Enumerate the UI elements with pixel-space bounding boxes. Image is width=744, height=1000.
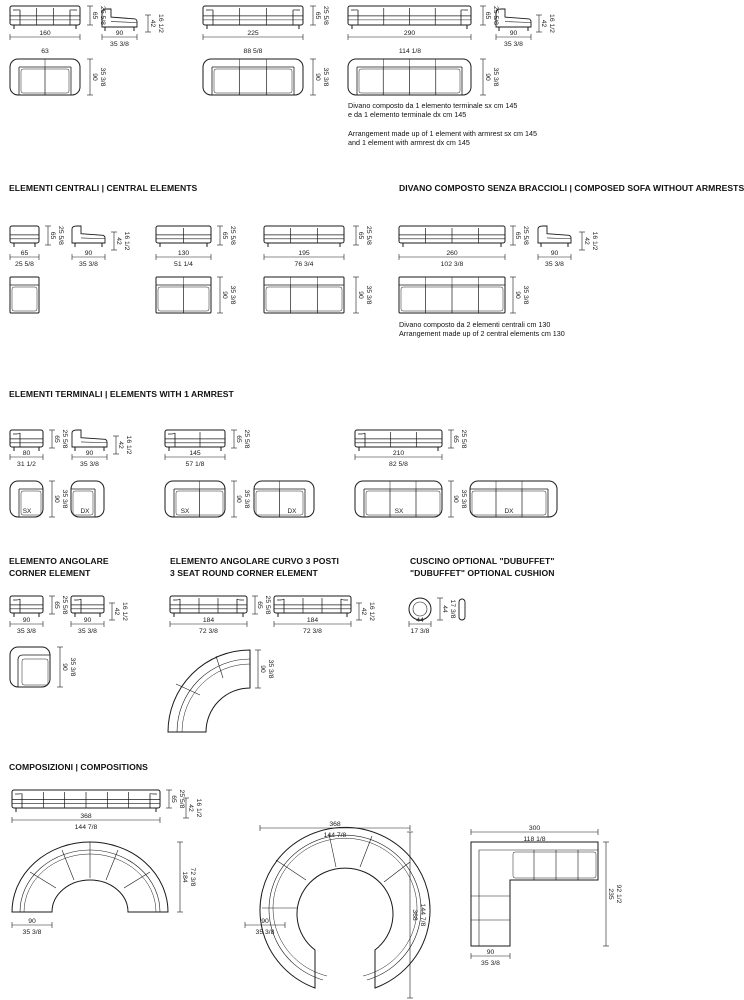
heading-round-corner-it: ELEMENTO ANGOLARE CURVO 3 POSTI bbox=[170, 556, 339, 566]
dim-d114: 114 1/8 bbox=[398, 48, 422, 55]
dim-inch: 17 3/8 bbox=[449, 599, 456, 619]
corner-front-view-2 bbox=[71, 596, 104, 617]
terminal-145-front-view bbox=[165, 430, 225, 451]
dim-cm: 42 bbox=[115, 237, 122, 245]
terminal-145-plan-dx bbox=[254, 481, 314, 517]
dim-cm: 368 bbox=[80, 813, 92, 820]
sofa-225-plan-view bbox=[203, 59, 303, 95]
dim-cm: 42 bbox=[149, 19, 156, 28]
dim-cm: 65 bbox=[256, 601, 263, 609]
dim-inch: 35 3/8 bbox=[229, 285, 236, 305]
round-corner-plan-view bbox=[168, 650, 250, 732]
dim-inch: 25 5/8 bbox=[243, 429, 250, 449]
dim-inch: 82 5/8 bbox=[389, 461, 408, 468]
dim-cm: 90 bbox=[61, 663, 68, 671]
central-195-front-view bbox=[264, 226, 344, 247]
dim-inch: 25 5/8 bbox=[61, 429, 68, 449]
sofa-225-front-view bbox=[203, 6, 303, 29]
dim-cm: 145 bbox=[189, 450, 201, 457]
dim-inch: 35 3/8 bbox=[78, 628, 97, 635]
composed-260-plan-view bbox=[399, 277, 505, 313]
round-corner-front-view-1 bbox=[170, 596, 247, 617]
dim-inch: 35 3/8 bbox=[17, 628, 36, 635]
dim-inch: 25 5/8 bbox=[15, 261, 34, 268]
dim-inch: 25 5/8 bbox=[229, 226, 236, 245]
dim-inch: 72 3/8 bbox=[189, 867, 196, 887]
dim-inch: 25 5/8 bbox=[322, 6, 329, 25]
corner-plan-view bbox=[10, 647, 50, 687]
dim-cm: 65 bbox=[235, 435, 242, 443]
sofa-side-view bbox=[72, 226, 105, 247]
dim-inch: 25 5/8 bbox=[460, 429, 467, 449]
composed-260-front-view bbox=[399, 226, 505, 247]
sofa-160-front-view bbox=[10, 6, 80, 29]
dim-cm: 42 bbox=[117, 441, 124, 449]
dim-cm: 225 bbox=[247, 30, 259, 37]
dim-cm: 65 bbox=[170, 795, 177, 803]
dim-cm: 184 bbox=[306, 617, 319, 624]
dim-d63: 63 bbox=[41, 48, 49, 55]
sofa-160-plan-view bbox=[10, 59, 80, 95]
dim-inch: 17 3/8 bbox=[410, 628, 430, 635]
dim-inch: 51 1/4 bbox=[174, 261, 193, 268]
dim-cm: 260 bbox=[446, 250, 458, 257]
composition-spiral-plan bbox=[260, 827, 430, 988]
dim-inch: 16 1/2 bbox=[591, 231, 598, 251]
sofa-side-view bbox=[72, 430, 107, 451]
dim-inch: 25 5/8 bbox=[522, 226, 529, 245]
dim-cm: 90 bbox=[85, 450, 94, 457]
note-top-it-2: e da 1 elemento terminale dx cm 145 bbox=[348, 110, 467, 119]
dim-inch: 16 1/2 bbox=[125, 435, 132, 455]
dim-inch: 35 3/8 bbox=[110, 41, 129, 48]
dim-cm: 42 bbox=[187, 804, 194, 812]
dim-inch: 25 5/8 bbox=[57, 226, 64, 245]
dim-inch: 35 3/8 bbox=[365, 285, 372, 305]
dim-inch: 35 3/8 bbox=[255, 929, 275, 936]
dim-inch: 35 3/8 bbox=[69, 657, 76, 677]
dim-cm: 290 bbox=[403, 30, 416, 37]
note-mid-it: Divano composto da 2 elementi centrali cm 130 bbox=[399, 320, 551, 329]
terminal-145-plan-sx bbox=[165, 481, 225, 517]
dim-cm: 184 bbox=[202, 617, 215, 624]
dim-inch: 16 1/2 bbox=[121, 602, 128, 621]
dim-cm: 90 bbox=[509, 30, 518, 37]
central-130-front-view bbox=[156, 226, 211, 247]
label-dx: DX bbox=[287, 508, 297, 515]
cushion-side-view bbox=[459, 599, 465, 620]
dim-inch: 57 1/8 bbox=[185, 461, 205, 468]
dim-d88: 88 5/8 bbox=[243, 48, 263, 55]
dim-cm: 90 bbox=[314, 73, 321, 81]
dim-cm: 65 bbox=[484, 11, 491, 20]
dim-cm: 90 bbox=[259, 665, 266, 673]
dim-inch: 35 3/8 bbox=[322, 67, 329, 87]
heading-cushion-en: "DUBUFFET" OPTIONAL CUSHION bbox=[410, 568, 555, 578]
central-130-plan-view bbox=[156, 277, 211, 313]
heading-central-elements: ELEMENTI CENTRALI | CENTRAL ELEMENTS bbox=[9, 183, 198, 193]
dim-inch: 35 3/8 bbox=[22, 929, 42, 936]
terminal-210-plan-dx bbox=[470, 481, 557, 517]
dim-inch: 144 7/8 bbox=[74, 824, 98, 831]
sofa-290-front-view bbox=[348, 6, 471, 29]
dim-inch: 16 1/2 bbox=[157, 14, 164, 33]
dim-inch: 35 3/8 bbox=[79, 261, 98, 268]
dim-inch: 35 3/8 bbox=[267, 659, 274, 679]
dim-cm: 90 bbox=[261, 918, 269, 925]
dim-inch: 35 3/8 bbox=[61, 489, 68, 509]
dim-inch: 16 1/2 bbox=[195, 798, 202, 818]
dim-cm: 80 bbox=[22, 450, 31, 457]
dim-cm: 90 bbox=[486, 949, 495, 956]
dim-inch: 16 1/2 bbox=[123, 231, 130, 251]
dim-inch: 31 1/2 bbox=[17, 461, 36, 468]
dim-inch: 102 3/8 bbox=[440, 261, 464, 268]
dim-cm: 90 bbox=[357, 291, 364, 299]
dim-inch: 118 1/8 bbox=[523, 836, 546, 843]
central-65-front-view bbox=[10, 226, 39, 247]
heading-compositions: COMPOSIZIONI | COMPOSITIONS bbox=[9, 762, 148, 772]
heading-corner-element-it: ELEMENTO ANGOLARE bbox=[9, 556, 109, 566]
note-top-it-1: Divano composto da 1 elemento terminale sx cm 145 bbox=[348, 101, 518, 110]
dim-cm: 44 bbox=[416, 617, 424, 624]
dim-cm: 65 bbox=[314, 11, 321, 20]
dim-inch: 72 3/8 bbox=[303, 628, 322, 635]
dim-cm: 90 bbox=[28, 918, 36, 925]
central-195-plan-view bbox=[264, 277, 344, 313]
dim-cm: 42 bbox=[360, 607, 367, 616]
dim-cm: 160 bbox=[39, 30, 51, 37]
dim-cm: 195 bbox=[298, 250, 310, 257]
dim-cm: 90 bbox=[235, 495, 242, 503]
dim-cm: 368 bbox=[411, 909, 418, 921]
dim-inch: 35 3/8 bbox=[243, 489, 250, 509]
dim-inch: 16 1/2 bbox=[368, 602, 375, 621]
composition-semicircle-plan bbox=[12, 842, 168, 912]
dim-cm: 90 bbox=[22, 617, 31, 624]
dim-cm: 42 bbox=[540, 19, 547, 28]
sofa-side-view bbox=[496, 9, 531, 31]
dim-cm: 90 bbox=[91, 73, 98, 81]
dim-inch: 35 3/8 bbox=[504, 41, 523, 48]
dim-cm: 42 bbox=[583, 237, 590, 245]
dim-cm: 90 bbox=[53, 495, 60, 503]
dim-inch: 35 3/8 bbox=[522, 285, 529, 305]
dim-inch: 25 5/8 bbox=[99, 6, 106, 25]
dim-inch: 92 1/2 bbox=[615, 884, 622, 904]
note-top-en-2: and 1 element with armrest dx cm 145 bbox=[348, 138, 470, 147]
label-sx: SX bbox=[22, 508, 32, 515]
dim-inch: 35 3/8 bbox=[545, 261, 564, 268]
dim-cm: 90 bbox=[514, 291, 521, 299]
dim-cm: 65 bbox=[49, 231, 56, 240]
terminal-80-front-view bbox=[10, 430, 43, 451]
dim-cm: 44 bbox=[441, 605, 448, 613]
dim-cm: 130 bbox=[177, 250, 190, 257]
dim-inch: 25 5/8 bbox=[178, 789, 185, 809]
dim-cm: 300 bbox=[528, 825, 541, 832]
dim-inch: 72 3/8 bbox=[199, 628, 218, 635]
sofa-side-view bbox=[538, 226, 571, 247]
dim-inch: 144 7/8 bbox=[419, 903, 426, 927]
dim-inch: 76 3/4 bbox=[294, 261, 314, 268]
heading-corner-element-en: CORNER ELEMENT bbox=[9, 568, 91, 578]
corner-front-view-1 bbox=[10, 596, 43, 617]
dim-inch: 35 3/8 bbox=[99, 67, 106, 87]
heading-round-corner-en: 3 SEAT ROUND CORNER ELEMENT bbox=[170, 568, 318, 578]
dim-inch: 144 7/8 bbox=[323, 832, 347, 839]
composition-l-shape-plan bbox=[471, 842, 598, 946]
dim-inch: 25 5/8 bbox=[61, 595, 68, 615]
round-corner-front-view-2 bbox=[274, 596, 351, 617]
dim-inch: 25 5/8 bbox=[264, 595, 271, 615]
dim-cm: 90 bbox=[84, 250, 93, 257]
dim-inch: 16 1/2 bbox=[548, 14, 555, 33]
label-dx: DX bbox=[80, 508, 90, 515]
dim-cm: 235 bbox=[607, 888, 614, 900]
composition-front-view bbox=[12, 790, 160, 812]
dim-cm: 65 bbox=[357, 231, 364, 240]
dim-cm: 65 bbox=[91, 11, 98, 20]
dim-inch: 35 3/8 bbox=[80, 461, 99, 468]
dim-inch: 35 3/8 bbox=[460, 489, 467, 509]
dim-cm: 65 bbox=[514, 231, 521, 240]
label-dx: DX bbox=[504, 508, 514, 515]
dim-cm: 42 bbox=[113, 607, 120, 616]
heading-cushion-it: CUSCINO OPTIONAL "DUBUFFET" bbox=[410, 556, 555, 566]
dim-cm: 184 bbox=[181, 871, 188, 883]
dim-inch: 25 5/8 bbox=[365, 226, 372, 245]
dim-cm: 90 bbox=[221, 291, 228, 299]
label-sx: SX bbox=[394, 508, 404, 515]
terminal-210-front-view bbox=[355, 430, 442, 451]
heading-terminal-elements: ELEMENTI TERMINALI | ELEMENTS WITH 1 ARMREST bbox=[9, 389, 234, 399]
dim-cm: 368 bbox=[329, 821, 341, 828]
dim-cm: 90 bbox=[550, 250, 559, 257]
sofa-290-plan-view bbox=[348, 59, 471, 95]
label-sx: SX bbox=[180, 508, 190, 515]
dim-cm: 65 bbox=[221, 231, 228, 240]
note-top-en-1: Arrangement made up of 1 element with armrest sx cm 145 bbox=[348, 129, 537, 138]
dim-cm: 210 bbox=[392, 450, 405, 457]
dim-cm: 90 bbox=[484, 73, 491, 81]
dim-cm: 65 bbox=[20, 250, 29, 257]
dim-inch: 25 5/8 bbox=[492, 6, 499, 25]
heading-composed-sofa: DIVANO COMPOSTO SENZA BRACCIOLI | COMPOSED SOFA WITHOUT ARMRESTS bbox=[399, 183, 744, 193]
dim-inch: 35 3/8 bbox=[492, 67, 499, 87]
dim-cm: 90 bbox=[115, 30, 124, 37]
dim-cm: 65 bbox=[53, 435, 60, 443]
dim-cm: 65 bbox=[452, 435, 459, 443]
dim-cm: 90 bbox=[452, 495, 459, 503]
central-65-plan-view bbox=[10, 277, 39, 313]
dim-inch: 35 3/8 bbox=[481, 960, 500, 967]
dim-cm: 65 bbox=[53, 601, 60, 609]
dim-cm: 90 bbox=[83, 617, 92, 624]
note-mid-en: Arrangement made up of 2 central elements cm 130 bbox=[399, 329, 565, 338]
sofa-side-view bbox=[102, 9, 137, 31]
